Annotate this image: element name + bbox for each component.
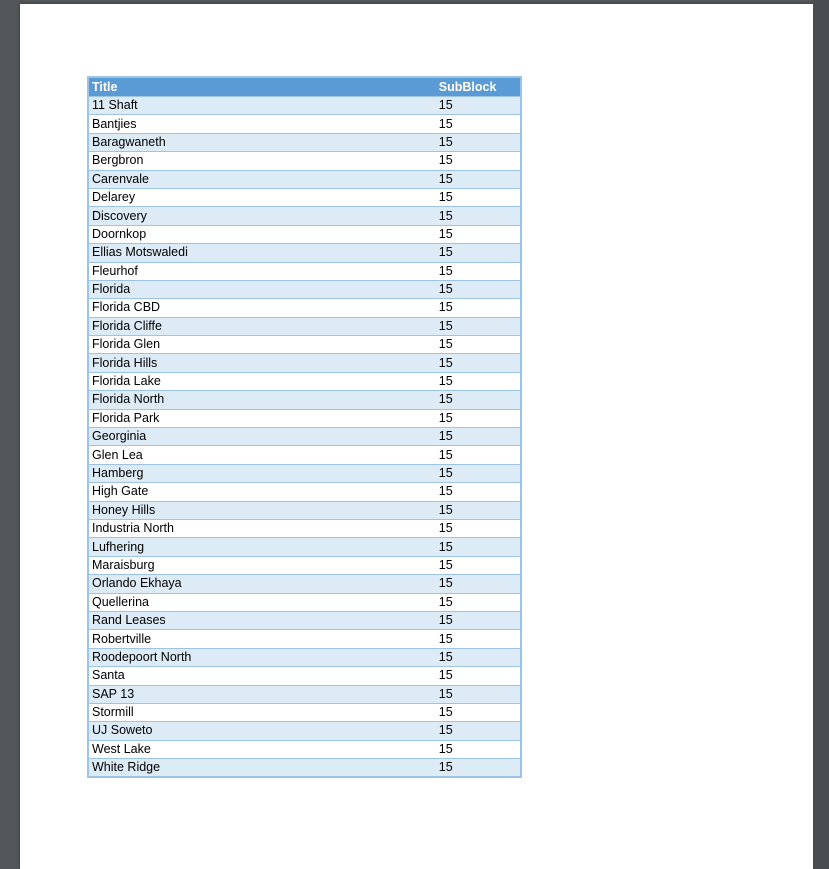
cell-subblock: 15 [436, 630, 521, 648]
cell-title: Baragwaneth [88, 133, 436, 151]
cell-subblock: 15 [436, 648, 521, 666]
table-row [88, 225, 521, 243]
cell-subblock: 15 [436, 464, 521, 482]
cell-title: Fleurhof [88, 262, 436, 280]
cell-subblock: 15 [436, 280, 521, 298]
cell-subblock: 15 [436, 391, 521, 409]
cell-subblock: 15 [436, 188, 521, 206]
table-row [88, 336, 521, 354]
cell-subblock: 15 [436, 685, 521, 703]
cell-subblock: 15 [436, 409, 521, 427]
table-row [88, 722, 521, 740]
table-row [88, 685, 521, 703]
cell-title: Santa [88, 667, 436, 685]
cell-subblock: 15 [436, 428, 521, 446]
table-row [88, 409, 521, 427]
table-row [88, 372, 521, 390]
table-row [88, 759, 521, 778]
cell-title: Ellias Motswaledi [88, 244, 436, 262]
cell-title: White Ridge [88, 759, 436, 778]
cell-subblock: 15 [436, 575, 521, 593]
cell-title: Discovery [88, 207, 436, 225]
cell-title: Quellerina [88, 593, 436, 611]
cell-subblock: 15 [436, 519, 521, 537]
cell-title: Glen Lea [88, 446, 436, 464]
cell-subblock: 15 [436, 262, 521, 280]
cell-subblock: 15 [436, 299, 521, 317]
cell-title: Florida Hills [88, 354, 436, 372]
table-row [88, 464, 521, 482]
cell-title: Florida Cliffe [88, 317, 436, 335]
cell-title: Lufhering [88, 538, 436, 556]
cell-title: Honey Hills [88, 501, 436, 519]
cell-subblock: 15 [436, 207, 521, 225]
cell-title: Florida Park [88, 409, 436, 427]
cell-title: West Lake [88, 740, 436, 758]
cell-title: Orlando Ekhaya [88, 575, 436, 593]
cell-subblock: 15 [436, 667, 521, 685]
cell-subblock: 15 [436, 170, 521, 188]
table-row [88, 188, 521, 206]
cell-subblock: 15 [436, 244, 521, 262]
table-row [88, 262, 521, 280]
cell-title: Delarey [88, 188, 436, 206]
cell-title: Bantjies [88, 115, 436, 133]
column-header-title: Title [88, 77, 436, 97]
table-row [88, 575, 521, 593]
cell-subblock: 15 [436, 133, 521, 151]
table-row [88, 593, 521, 611]
cell-title: Rand Leases [88, 611, 436, 629]
table-row [88, 611, 521, 629]
cell-subblock: 15 [436, 722, 521, 740]
cell-title: Florida Glen [88, 336, 436, 354]
cell-title: SAP 13 [88, 685, 436, 703]
cell-title: Roodepoort North [88, 648, 436, 666]
cell-subblock: 15 [436, 759, 521, 778]
cell-title: Carenvale [88, 170, 436, 188]
cell-title: Maraisburg [88, 556, 436, 574]
table-row [88, 667, 521, 685]
table-row [88, 280, 521, 298]
cell-subblock: 15 [436, 556, 521, 574]
table-row [88, 483, 521, 501]
cell-title: Industria North [88, 519, 436, 537]
table-row [88, 556, 521, 574]
cell-subblock: 15 [436, 336, 521, 354]
document-page [20, 4, 813, 869]
table-row [88, 391, 521, 409]
table-row [88, 133, 521, 151]
table-row [88, 740, 521, 758]
cell-title: Florida North [88, 391, 436, 409]
cell-title: Florida CBD [88, 299, 436, 317]
cell-title: Georginia [88, 428, 436, 446]
cell-title: Bergbron [88, 152, 436, 170]
cell-subblock: 15 [436, 501, 521, 519]
cell-subblock: 15 [436, 740, 521, 758]
cell-subblock: 15 [436, 354, 521, 372]
table-row [88, 115, 521, 133]
table-row [88, 354, 521, 372]
table-row [88, 703, 521, 721]
table-row [88, 446, 521, 464]
table-row [88, 428, 521, 446]
cell-title: Florida [88, 280, 436, 298]
table-row [88, 317, 521, 335]
table-header-row [88, 77, 521, 97]
cell-subblock: 15 [436, 703, 521, 721]
cell-title: Stormill [88, 703, 436, 721]
column-header-subblock: SubBlock [436, 77, 521, 97]
table-row [88, 152, 521, 170]
cell-subblock: 15 [436, 115, 521, 133]
table-row [88, 97, 521, 115]
cell-subblock: 15 [436, 538, 521, 556]
cell-subblock: 15 [436, 483, 521, 501]
viewer-scrollbar-track[interactable] [813, 0, 829, 869]
cell-subblock: 15 [436, 611, 521, 629]
cell-subblock: 15 [436, 372, 521, 390]
cell-title: Hamberg [88, 464, 436, 482]
cell-subblock: 15 [436, 97, 521, 115]
subblock-table [87, 76, 522, 778]
table-row [88, 299, 521, 317]
cell-subblock: 15 [436, 593, 521, 611]
table-row [88, 244, 521, 262]
table-row [88, 538, 521, 556]
table-row [88, 519, 521, 537]
cell-subblock: 15 [436, 446, 521, 464]
table-row [88, 170, 521, 188]
cell-title: Doornkop [88, 225, 436, 243]
cell-subblock: 15 [436, 152, 521, 170]
cell-title: 11 Shaft [88, 97, 436, 115]
cell-title: UJ Soweto [88, 722, 436, 740]
table-row [88, 630, 521, 648]
cell-title: High Gate [88, 483, 436, 501]
cell-subblock: 15 [436, 225, 521, 243]
table-body [88, 97, 521, 778]
cell-title: Robertville [88, 630, 436, 648]
cell-title: Florida Lake [88, 372, 436, 390]
table-row [88, 648, 521, 666]
table-row [88, 501, 521, 519]
cell-subblock: 15 [436, 317, 521, 335]
table-row [88, 207, 521, 225]
